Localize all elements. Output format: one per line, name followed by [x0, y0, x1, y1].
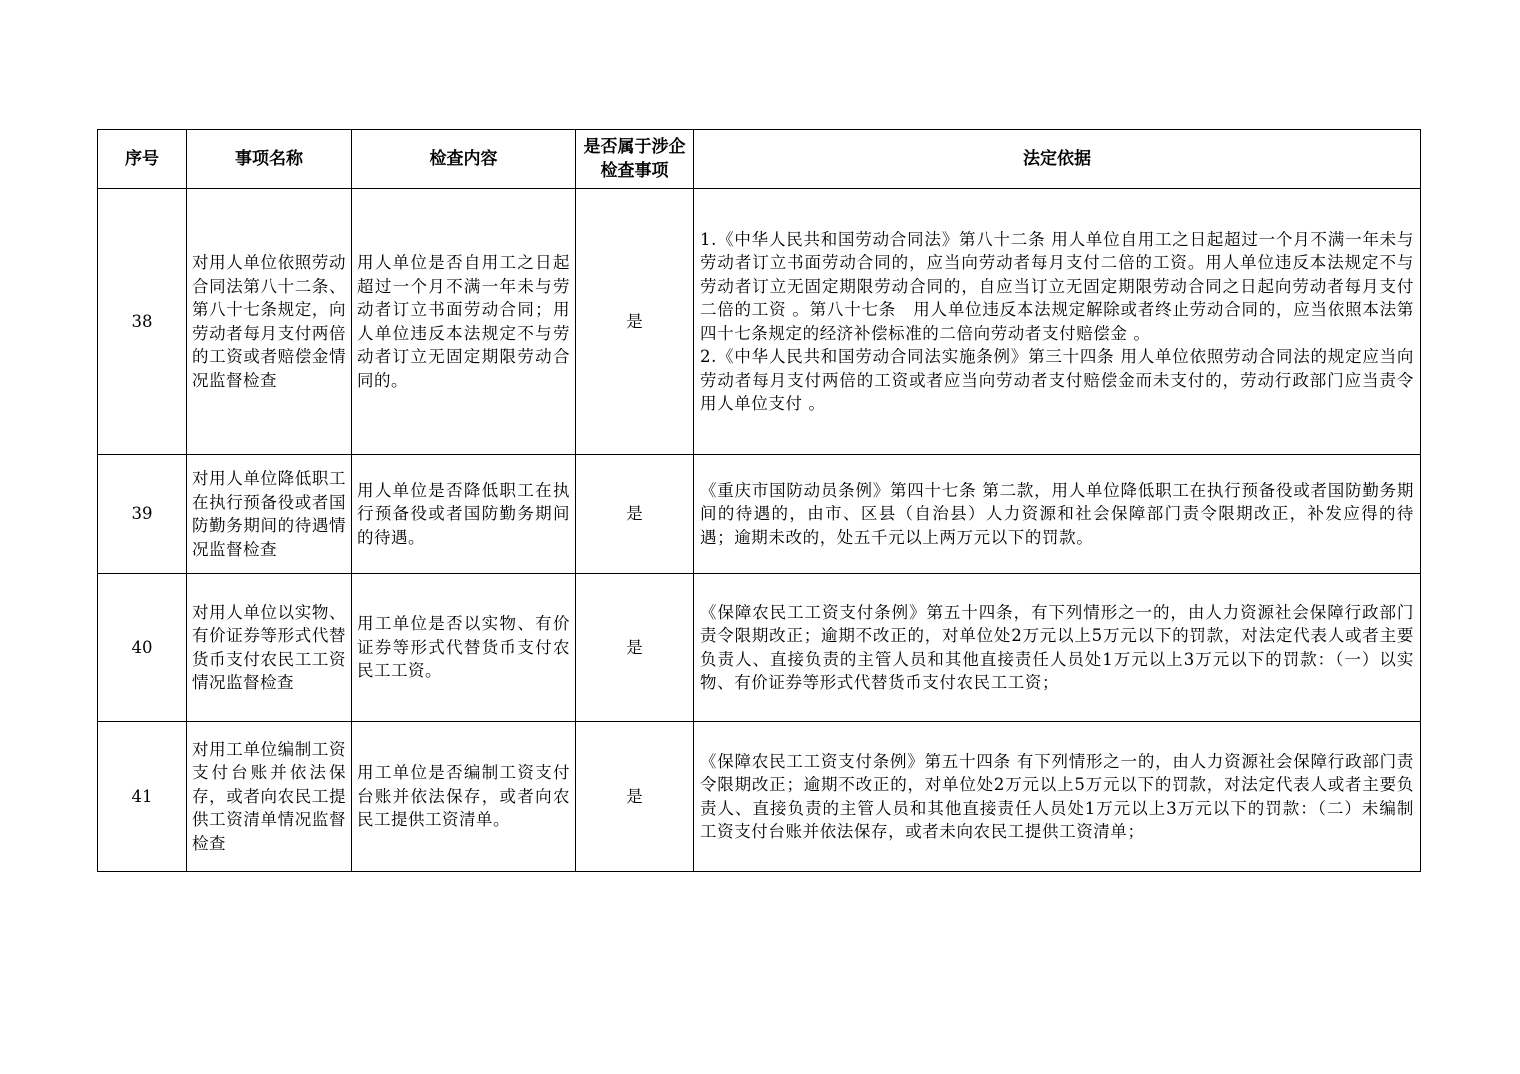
table-row — [98, 722, 1421, 872]
header-enterprise — [576, 130, 694, 189]
table-row — [98, 455, 1421, 574]
row-enterprise-flag: 是 — [576, 189, 694, 455]
row-basis-cell — [694, 455, 1421, 574]
row-enterprise-flag: 是 — [576, 455, 694, 574]
row-content-cell — [352, 722, 576, 872]
header-content: 检查内容 — [352, 130, 576, 189]
basis-item: 2.《中华人民共和国劳动合同法实施条例》第三十四条 用人单位依照劳动合同法的规定应当向劳动者每月支付两倍的工资或者应当向劳动者支付赔偿金而未支付的，劳动行政部门应当责令用人单位支付 。 — [700, 347, 1414, 413]
row-seq: 39 — [98, 455, 187, 574]
row-content: 用人单位是否自用工之日起超过一个月不满一年未与劳动者订立书面劳动合同；用人单位违反本法规定不与劳动者订立无固定期限劳动合同的。 — [357, 253, 570, 390]
row-content-cell — [352, 455, 576, 574]
table-row — [98, 574, 1421, 722]
row-seq: 38 — [98, 189, 187, 455]
row-content: 用人单位是否降低职工在执行预备役或者国防勤务期间的待遇。 — [357, 480, 570, 547]
row-basis-cell — [694, 574, 1421, 722]
row-basis-cell — [694, 722, 1421, 872]
row-basis — [694, 479, 1420, 550]
basis-item: 《保障农民工工资支付条例》第五十四条，有下列情形之一的，由人力资源社会保障行政部门责令限期改正；逾期不改正的，对单位处2万元以上5万元以下的罚款，对法定代表人或者主要负责人、直接负责的主管人员和其他直接责任人员处1万元以上3万元以下的罚款：（一）以实物、有价证券等形式代替货币支付农民工工资； — [700, 602, 1414, 692]
row-seq: 41 — [98, 722, 187, 872]
row-name-cell — [187, 455, 352, 574]
header-enterprise-label: 是否属于涉企检查事项 — [583, 137, 686, 181]
row-basis-cell — [694, 189, 1421, 455]
basis-item: 《重庆市国防动员条例》第四十七条 第二款，用人单位降低职工在执行预备役或者国防勤务期间的待遇的，由市、区县（自治县）人力资源和社会保障部门责令限期改正，补发应得的待遇；逾期未改的，处五千元以上两万元以下的罚款。 — [700, 480, 1414, 547]
row-basis — [694, 750, 1420, 844]
row-enterprise-flag: 是 — [576, 722, 694, 872]
row-name-cell — [187, 722, 352, 872]
row-content-cell — [352, 574, 576, 722]
row-name: 对用人单位依照劳动合同法第八十二条、第八十七条规定，向劳动者每月支付两倍的工资或者赔偿金情况监督检查 — [192, 253, 346, 390]
header-name: 事项名称 — [187, 130, 352, 189]
table-header-row — [98, 130, 1421, 189]
row-enterprise-flag: 是 — [576, 574, 694, 722]
row-name: 对用人单位降低职工在执行预备役或者国防勤务期间的待遇情况监督检查 — [192, 469, 346, 559]
header-seq: 序号 — [98, 130, 187, 189]
row-content: 用工单位是否编制工资支付台账并依法保存，或者向农民工提供工资清单。 — [357, 763, 570, 830]
row-name-cell — [187, 189, 352, 455]
row-seq: 40 — [98, 574, 187, 722]
row-basis — [694, 228, 1420, 416]
row-content: 用工单位是否以实物、有价证券等形式代替货币支付农民工工资。 — [357, 614, 570, 681]
basis-item: 《保障农民工工资支付条例》第五十四条 有下列情形之一的，由人力资源社会保障行政部门责令限期改正；逾期不改正的，对单位处2万元以上5万元以下的罚款，对法定代表人或者主要负责人、直接负责的主管人员和其他直接责任人员处1万元以上3万元以下的罚款：（二）未编制工资支付台账并依法保存，或者未向农民工提供工资清单； — [700, 751, 1414, 841]
row-basis — [694, 601, 1420, 695]
header-basis: 法定依据 — [694, 130, 1421, 189]
row-name: 对用工单位编制工资支付台账并依法保存，或者向农民工提供工资清单情况监督检查 — [192, 739, 346, 853]
basis-item: 1.《中华人民共和国劳动合同法》第八十二条 用人单位自用工之日起超过一个月不满一年未与劳动者订立书面劳动合同的，应当向劳动者每月支付二倍的工资。用人单位违反本法规定不与劳动者订立无固定期限劳动合同的，自应当订立无固定期限劳动合同之日起向劳动者每月支付二倍的工资 。第八十七条 用人单位违反本法规定解除或者终止劳动合同的，应当依照本法第四十七条规定的经济补偿标准的二倍向劳动者支付赔偿金 。 — [700, 229, 1414, 343]
inspection-items-table — [97, 129, 1421, 872]
row-content-cell — [352, 189, 576, 455]
row-name: 对用人单位以实物、有价证券等形式代替货币支付农民工工资情况监督检查 — [192, 602, 346, 692]
row-name-cell — [187, 574, 352, 722]
table-row — [98, 189, 1421, 455]
